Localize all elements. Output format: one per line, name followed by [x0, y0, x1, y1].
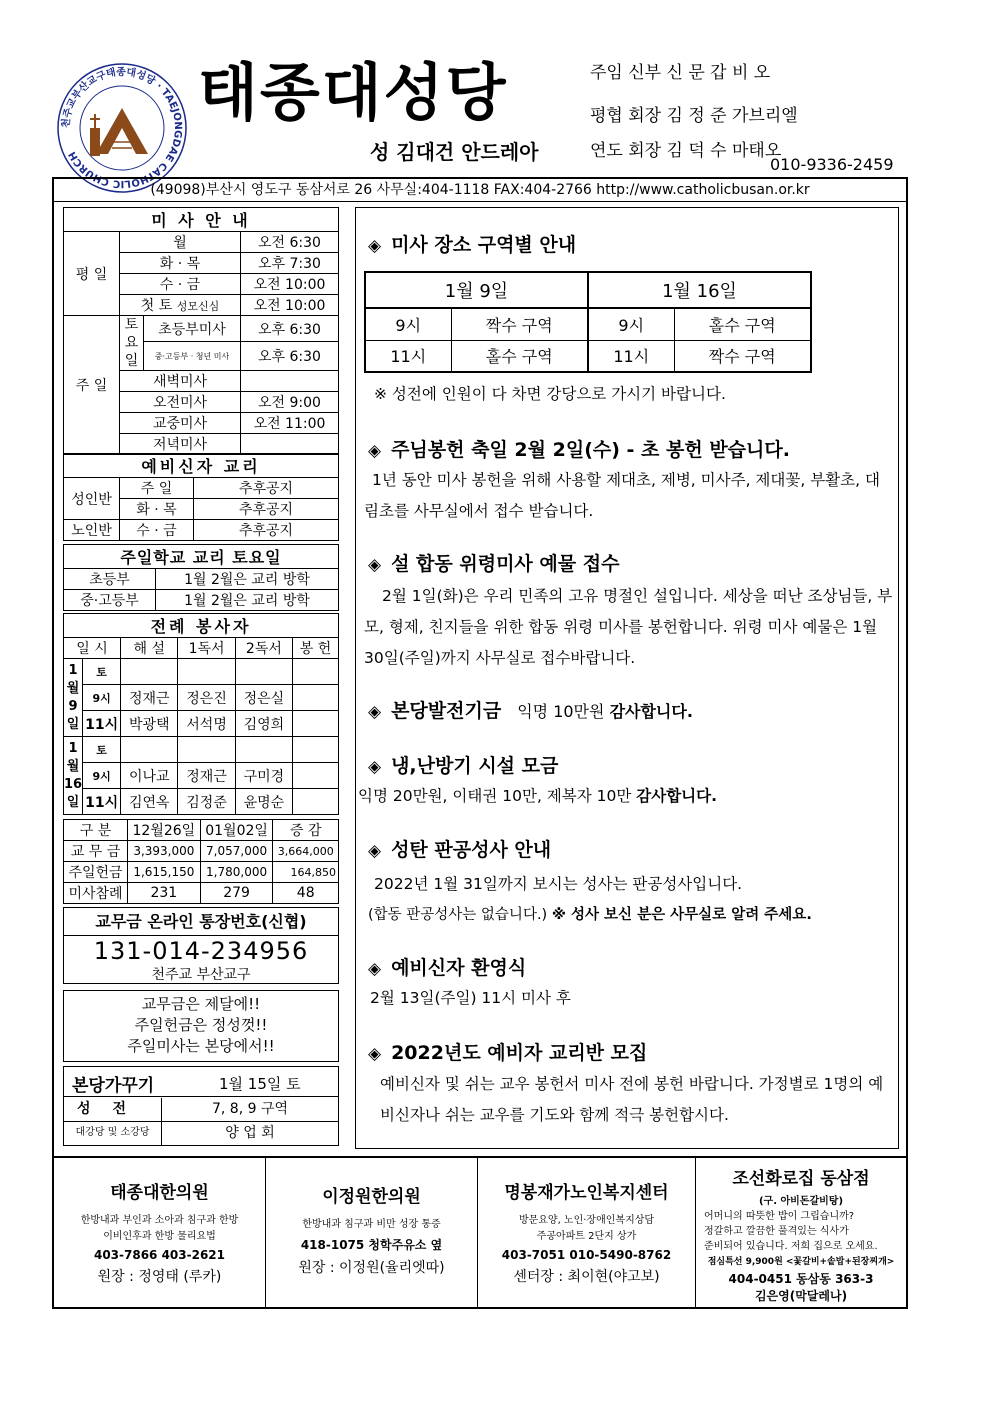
minister-commentary: 정재근: [121, 685, 178, 711]
weekday-day: 월: [120, 232, 241, 253]
ad-subtitle: (구. 아비돈갈비탕): [758, 1196, 844, 1207]
stats-prev: 1,615,150: [128, 862, 201, 883]
stats-header: 구 분: [64, 820, 128, 841]
location-time: 11시: [365, 340, 451, 372]
minister-commentary: 이나교: [121, 763, 178, 789]
stats-curr: 7,057,000: [200, 841, 273, 862]
stats-curr: 279: [200, 883, 273, 904]
notice-body: 예비신자 및 쉬는 교우 봉헌서 미사 전에 봉헌 바랍니다. 가정별로 1명의 예비신자나 쉬는 교우를 기도와 함께 적극 봉헌합시다.: [380, 1075, 884, 1124]
slogan-line: 주일미사는 본당에서!!: [127, 1037, 275, 1055]
column-header: 봉 헌: [293, 638, 339, 659]
ad-title: 조선화로집 동삼점: [732, 1169, 870, 1189]
weekday-day: 첫 토 성모신심: [120, 295, 241, 316]
diamond-icon: ◈: [368, 959, 382, 979]
ad-phone: 418-1075 청학주유소 옆: [300, 1238, 443, 1252]
notice-body: (합동 판공성사는 없습니다.) ※ 성사 보신 분은 사무실로 알려 주세요.: [368, 907, 812, 923]
church-name: 태종대성당: [198, 56, 508, 129]
first-saturday-note: 성모신심: [176, 300, 220, 313]
class-value: 추후공지: [194, 520, 339, 541]
sunday-mass-name: 새벽미사: [120, 371, 241, 392]
cleaning-header: [64, 1067, 338, 1097]
school-value: 1월 2월은 교리 방학: [156, 590, 339, 611]
sunday-mass-time: [241, 371, 339, 392]
minister-reading1: [178, 659, 235, 685]
location-date: 1월 16일: [588, 272, 811, 308]
location-zone: 짝수 구역: [674, 340, 811, 372]
sunday-mass-name: 저녁미사: [120, 434, 241, 455]
liturgy-ministers-table: [63, 613, 339, 815]
location-time: 9시: [365, 308, 451, 340]
minister-time: 9시: [83, 685, 121, 711]
weekday-day: 수 · 금: [120, 274, 241, 295]
minister-date: 1월9일: [64, 659, 83, 737]
notice-title: ◈ 주님봉헌 축일 2월 2일(수) - 초 봉헌 받습니다.: [368, 439, 790, 461]
ads-bar: [54, 1156, 906, 1307]
ad-desc: 어머니의 따뜻한 밥이 그립습니까? 정갈하고 깔끔한 풀격있는 식사가 준비되어 있습니다. 저희 집으로 오세요.: [704, 1211, 878, 1252]
sunday-mass-name: 오전미사: [120, 392, 241, 413]
patron-saint: 성 김대건 안드레아: [370, 140, 539, 164]
minister-reading1: [178, 737, 235, 763]
location-note: ※ 성전에 인원이 다 차면 강당으로 가시기 바랍니다.: [374, 385, 726, 403]
mass-schedule-table: [63, 207, 339, 455]
diamond-icon: ◈: [368, 841, 382, 861]
online-account-title: 교무금 온라인 통장번호(신협): [64, 908, 338, 936]
minister-commentary: 박광택: [121, 711, 178, 737]
parish-cleaning-box: [63, 1066, 339, 1146]
liturgy-ministers-title: 전례 봉사자: [64, 614, 339, 638]
minister-reading1: 정재근: [178, 763, 235, 789]
ad-title: 태종대한의원: [110, 1183, 209, 1203]
stats-diff: 164,850: [273, 862, 339, 883]
school-value: 1월 2월은 교리 방학: [156, 569, 339, 590]
stats-prev: 3,393,000: [128, 841, 201, 862]
school-group: 초등부: [64, 569, 156, 590]
column-header: 해 설: [121, 638, 178, 659]
saturday-mass-time: 오후 6:30: [241, 316, 339, 342]
notice-body: 2월 1일(화)은 우리 민족의 고유 명절인 설입니다. 세상을 떠난 조상님들, 부모, 형제, 친지들을 위한 합동 위령 미사를 봉헌합니다. 위령 미사 예물은 1월 30일(주일)까지 사무실로 접수바랍니다.: [364, 587, 893, 667]
minister-reading1: 서석명: [178, 711, 235, 737]
column-header: 2독서: [235, 638, 292, 659]
cleaning-assignee: 7, 8, 9 구역: [211, 1101, 289, 1117]
notices-panel: [355, 207, 899, 1149]
minister-offering: [293, 659, 339, 685]
weekday-time: 오전 6:30: [241, 232, 339, 253]
saturday-mass-time: 오후 6:30: [241, 342, 339, 371]
weekday-label: 평 일: [64, 232, 120, 316]
ad-director: 원장 : 이정원(율리엣따): [298, 1260, 445, 1276]
stats-label: 교 무 금: [64, 841, 128, 862]
sunday-school-table: [63, 544, 339, 611]
diamond-icon: ◈: [368, 1044, 382, 1064]
saturday-mass-name: 초등부미사: [144, 316, 241, 342]
ad-director: 원장 : 정영태 (루카): [97, 1269, 222, 1285]
location-time: 9시: [588, 308, 674, 340]
ad-phone: 403-7051 010-5490-8762: [501, 1248, 672, 1262]
minister-offering: [293, 737, 339, 763]
ad-desc: 한방내과 침구과 비만 성장 통증: [302, 1219, 441, 1230]
class-day: 수 · 금: [120, 520, 194, 541]
diamond-icon: ◈: [368, 702, 382, 722]
yeondo-president-line: 연도 회장 김 덕 수 마태오: [590, 141, 782, 161]
catechumen-class-table: [63, 453, 339, 541]
ad-title: 명봉재가노인복지센터: [504, 1183, 669, 1203]
sunday-mass-time: 오전 11:00: [241, 413, 339, 434]
bulletin-frame: [52, 177, 908, 1309]
location-date: 1월 9일: [365, 272, 588, 308]
notice-title: ◈ 본당발전기금 익명 10만원 감사합니다.: [368, 700, 693, 722]
ad-phone: 403-7866 403-2621: [93, 1248, 226, 1262]
minister-time: 토: [83, 659, 121, 685]
column-header: 1독서: [178, 638, 235, 659]
minister-reading2: 김영희: [235, 711, 292, 737]
location-zone: 홀수 구역: [451, 340, 588, 372]
school-group: 중·고등부: [64, 590, 156, 611]
notice-title: ◈ 2022년도 예비자 교리반 모집: [368, 1042, 648, 1064]
diamond-icon: ◈: [368, 441, 382, 461]
notice-body: 2022년 1월 31일까지 보시는 성사는 판공성사입니다.: [374, 875, 743, 893]
minister-commentary: [121, 659, 178, 685]
pastor-line: 주임 신부 신 문 갑 비 오: [590, 63, 771, 83]
minister-reading2: 윤명순: [235, 789, 292, 815]
sunday-label: 주 일: [64, 316, 120, 455]
minister-time: 11시: [83, 789, 121, 815]
mass-location-table: [364, 271, 812, 373]
cleaning-assignee: 양 업 회: [225, 1125, 275, 1141]
offering-stats-table: [63, 819, 339, 904]
weekday-time: 오전 10:00: [241, 274, 339, 295]
class-value: 추후공지: [194, 499, 339, 520]
diamond-icon: ◈: [368, 757, 382, 777]
weekday-day: 화 · 목: [120, 253, 241, 274]
stats-label: 주일헌금: [64, 862, 128, 883]
notice-title: ◈ 예비신자 환영식: [368, 957, 527, 979]
stats-diff: 48: [273, 883, 339, 904]
council-president-line: 평협 회장 김 정 준 가브리엘: [590, 106, 798, 126]
weekday-time: 오후 7:30: [241, 253, 339, 274]
slogan-line: 교무금은 제달에!!: [141, 995, 261, 1013]
saturday-label: 토요일: [120, 316, 144, 371]
minister-reading1: 김정준: [178, 789, 235, 815]
notice-title: ◈ 설 합동 위령미사 예물 접수: [368, 553, 620, 575]
class-day: 주 일: [120, 478, 194, 499]
location-time: 11시: [588, 340, 674, 372]
minister-date: 1월16일: [64, 737, 83, 815]
ad-desc: 방문요양, 노인·장애인복지상담 주공아파트 2단지 상가: [518, 1215, 655, 1242]
ad-restaurant: [696, 1158, 906, 1309]
diamond-icon: ◈: [368, 236, 382, 256]
minister-commentary: 김연옥: [121, 789, 178, 815]
notice-body: 익명 20만원, 이태권 10만, 제복자 10만 감사합니다.: [358, 787, 718, 805]
ad-phone: 404-0451 동삼동 363-3: [728, 1272, 874, 1286]
slogan-line: 주일헌금은 정성껏!!: [134, 1016, 268, 1034]
account-holder: 천주교 부산교구: [151, 967, 251, 983]
minister-commentary: [121, 737, 178, 763]
column-header: 일 시: [64, 638, 121, 659]
minister-reading1: 정은진: [178, 685, 235, 711]
ad-title: 이정원한의원: [322, 1187, 421, 1207]
ad-director: 김은영(막달레나): [754, 1289, 848, 1303]
location-zone: 홀수 구역: [674, 308, 811, 340]
ad-desc: 한방내과 부인과 소아과 침구과 한방 이비인후과 한방 물리요법: [80, 1215, 239, 1242]
slogan-box: [63, 990, 339, 1062]
address-bar: (49098)부산시 영도구 동삼서로 26 사무실:404-1118 FAX:404-2766 http://www.catholicbusan.or.kr: [54, 179, 906, 202]
minister-offering: [293, 711, 339, 737]
mass-schedule-title: 미 사 안 내: [64, 208, 339, 232]
ad-director: 센터장 : 최이현(야고보): [513, 1269, 660, 1285]
location-zone: 짝수 구역: [451, 308, 588, 340]
stats-header: 12월26일: [128, 820, 201, 841]
notice-title: ◈ 미사 장소 구역별 안내: [368, 234, 577, 256]
notice-title: ◈ 냉,난방기 시설 모금: [368, 755, 559, 777]
stats-label: 미사참례: [64, 883, 128, 904]
stats-header: 01월02일: [200, 820, 273, 841]
minister-reading2: 구미경: [235, 763, 292, 789]
class-day: 화 · 목: [120, 499, 194, 520]
sunday-mass-time: [241, 434, 339, 455]
minister-time: 토: [83, 737, 121, 763]
saturday-mass-name: 중·고등부 · 청년 미사: [144, 342, 241, 371]
stats-header: 증 감: [273, 820, 339, 841]
minister-offering: [293, 685, 339, 711]
cleaning-row: [64, 1122, 338, 1146]
minister-reading2: [235, 659, 292, 685]
catechumen-class-title: 예비신자 교리: [64, 454, 339, 478]
notice-title: ◈ 성탄 판공성사 안내: [368, 839, 552, 861]
weekday-time: 오전 10:00: [241, 295, 339, 316]
notice-body: 2월 13일(주일) 11시 미사 후: [370, 989, 571, 1007]
cleaning-row: [64, 1098, 338, 1122]
ad-welfare-center: [478, 1158, 696, 1309]
stats-diff: 3,664,000: [273, 841, 339, 862]
cleaning-place: 성전: [64, 1098, 162, 1122]
ad-special: 점심특선 9,900원 <꽃갈비+솥밥+된장찌개>: [707, 1257, 895, 1267]
adult-class-label: 성인반: [64, 478, 120, 520]
minister-time: 9시: [83, 763, 121, 789]
account-number: 131-014-234956: [93, 937, 309, 965]
minister-reading2: 정은실: [235, 685, 292, 711]
sunday-mass-name: 교중미사: [120, 413, 241, 434]
notice-body: 1년 동안 미사 봉헌을 위해 사용할 제대초, 제병, 미사주, 제대꽃, 부활초, 대림초를 사무실에서 접수 받습니다.: [364, 471, 880, 520]
diamond-icon: ◈: [368, 555, 382, 575]
online-account-box: [63, 907, 339, 984]
minister-offering: [293, 763, 339, 789]
sunday-school-title: 주일학교 교리 토요일: [64, 545, 339, 569]
cleaning-title: 본당가꾸기: [72, 1076, 155, 1096]
contact-phone: 010-9336-2459: [770, 155, 894, 174]
cleaning-date: 1월 15일 토: [219, 1075, 301, 1093]
sunday-mass-time: 오전 9:00: [241, 392, 339, 413]
stats-prev: 231: [128, 883, 201, 904]
minister-time: 11시: [83, 711, 121, 737]
minister-reading2: [235, 737, 292, 763]
minister-offering: [293, 789, 339, 815]
stats-curr: 1,780,000: [200, 862, 273, 883]
ad-clinic-taejongdae: [54, 1158, 266, 1309]
church-logo: [56, 62, 188, 194]
ad-clinic-leejungwon: [266, 1158, 478, 1309]
svg-text:천주교부산교구태종대성당 · TAEJONGDAE CATH: 천주교부산교구태종대성당 · TAEJONGDAE CATHOLIC CHURCH: [60, 66, 184, 190]
class-value: 추후공지: [194, 478, 339, 499]
cleaning-place: 대강당 및 소강당: [64, 1122, 162, 1146]
senior-class-label: 노인반: [64, 520, 120, 541]
